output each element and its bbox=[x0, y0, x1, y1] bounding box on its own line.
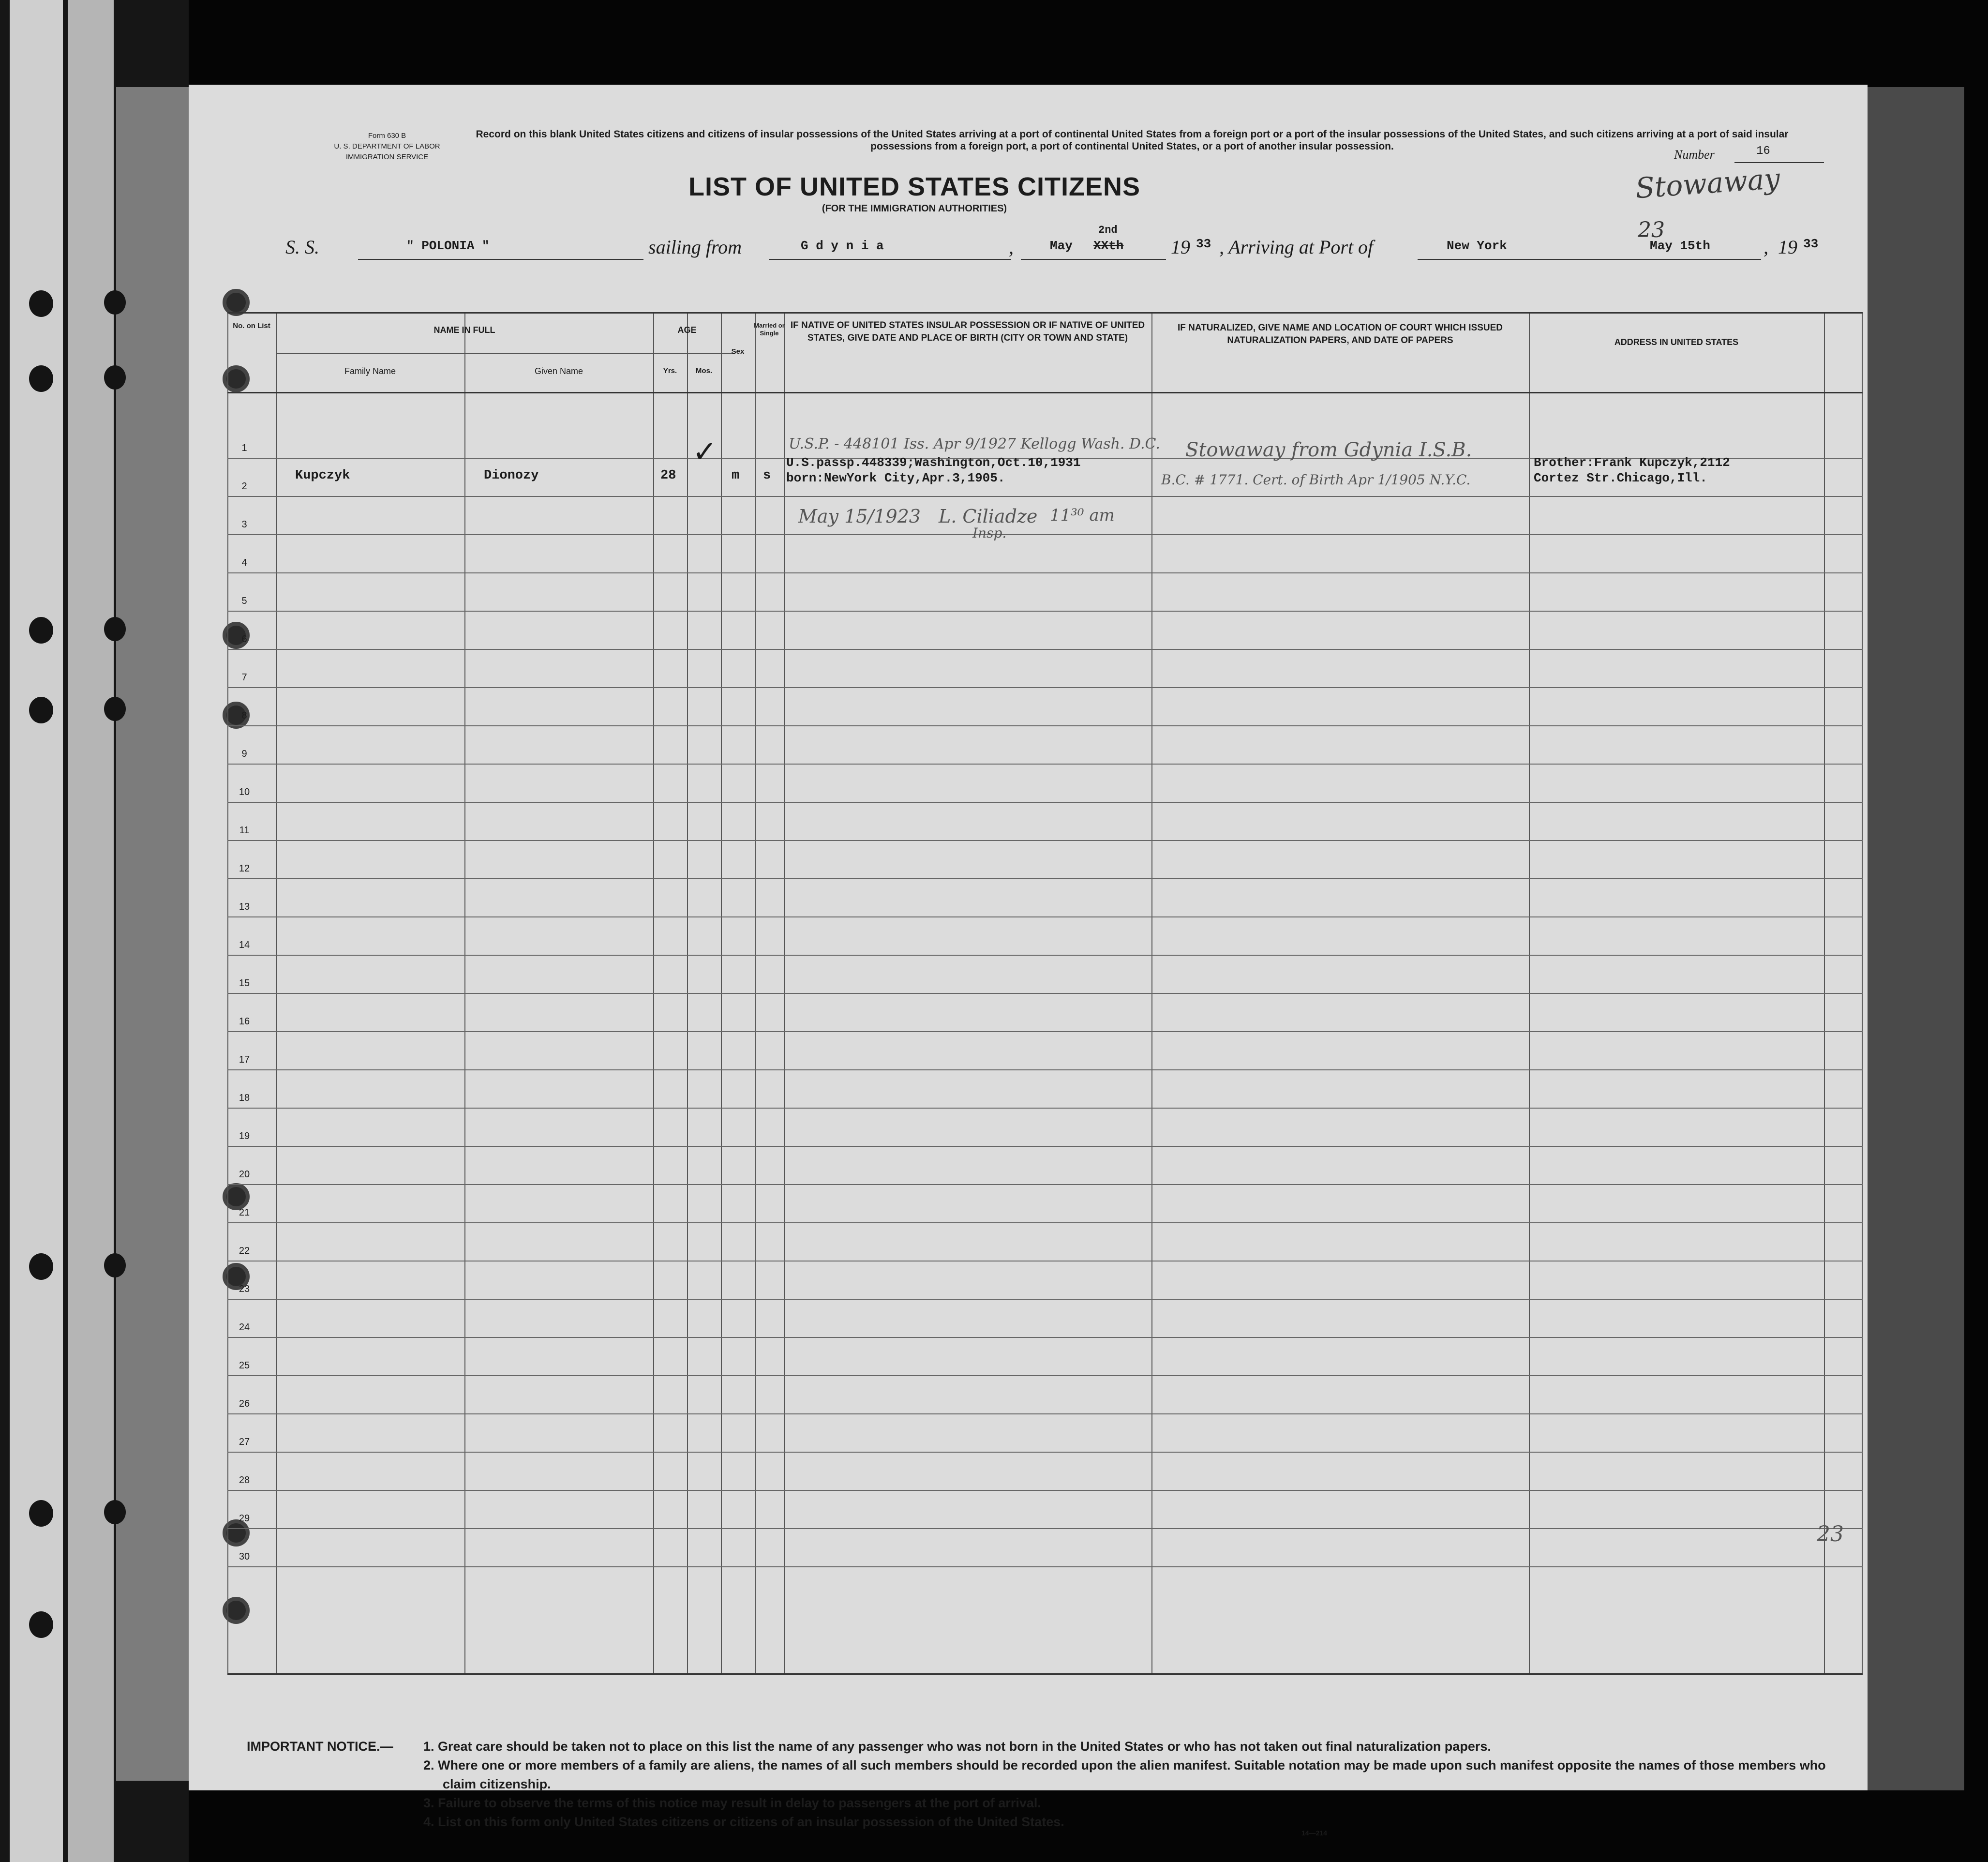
row-number: 3 bbox=[241, 519, 247, 530]
row-line bbox=[227, 649, 1863, 650]
col-given-name: Given Name bbox=[534, 366, 583, 376]
year-prefix-2: 19 bbox=[1778, 236, 1797, 258]
row-number: 21 bbox=[239, 1207, 250, 1218]
page-subtitle: (FOR THE IMMIGRATION AUTHORITIES) bbox=[822, 203, 1007, 214]
binding-strip bbox=[116, 87, 189, 1781]
entry-address-line1: Brother:Frank Kupczyk,2112 bbox=[1534, 455, 1730, 470]
row-number: 9 bbox=[241, 749, 247, 759]
notice-title: IMPORTANT NOTICE.— bbox=[247, 1739, 393, 1754]
row-line bbox=[227, 916, 1863, 917]
comma-sep: , bbox=[1009, 236, 1014, 258]
row-number: 23 bbox=[239, 1284, 250, 1294]
hw-inspection-time: 11³⁰ am bbox=[1050, 506, 1115, 525]
row-line bbox=[227, 1413, 1863, 1414]
handwritten-stowaway-note: Stowaway bbox=[1634, 162, 1781, 205]
row-line bbox=[227, 955, 1863, 956]
hw-naturalized-note-2: B.C. # 1771. Cert. of Birth Apr 1/1905 N.Y.C. bbox=[1161, 472, 1471, 488]
hw-inspection-date: May 15/1923 bbox=[798, 506, 921, 527]
header-bottom-border bbox=[227, 392, 1863, 393]
binder-hole bbox=[104, 365, 126, 390]
col-name-in-full: NAME IN FULL bbox=[433, 325, 495, 335]
sail-date-underline bbox=[1021, 259, 1166, 260]
row-line bbox=[227, 496, 1863, 497]
binder-hole bbox=[29, 1253, 53, 1280]
row-number: 10 bbox=[239, 787, 250, 797]
ship-underline bbox=[358, 259, 643, 260]
sail-day-struck: XXth bbox=[1093, 239, 1124, 253]
voyage-line bbox=[285, 224, 1834, 269]
notice-item: 1. Great care should be taken not to place on this list the name of any passenger who was not born in the United States or who has not taken out final naturalization papers. bbox=[423, 1739, 1491, 1754]
row-number: 24 bbox=[239, 1322, 250, 1333]
col-birth: IF NATIVE OF UNITED STATES INSULAR POSSESSION OR IF NATIVE OF UNITED STATES, GIVE DATE AND PLACE OF BIRTH (CITY OR TOWN AND STATE) bbox=[790, 320, 1145, 343]
sail-year-suffix: 33 bbox=[1196, 237, 1211, 251]
row-line bbox=[227, 993, 1863, 994]
col-age: AGE bbox=[677, 325, 697, 335]
row-line bbox=[227, 1184, 1863, 1185]
hw-insp: Insp. bbox=[972, 525, 1007, 541]
row-line bbox=[227, 1222, 1863, 1223]
binder-hole bbox=[29, 290, 53, 317]
notice-item: 2. Where one or more members of a family are aliens, the names of all such members should be recorded upon the alien manifest. Suitable notation may be made upon such manifest opposite the names of those members who claim citizenship. bbox=[423, 1758, 1826, 1791]
entry-given-name: Dionozy bbox=[484, 468, 539, 483]
entry-birth-line1: U.S.passp.448339;Washington,Oct.10,1931 bbox=[786, 455, 1081, 470]
row-number: 30 bbox=[239, 1551, 250, 1562]
row-number: 5 bbox=[241, 596, 247, 606]
row-number: 19 bbox=[239, 1131, 250, 1141]
row-line bbox=[227, 802, 1863, 803]
row-number: 2 bbox=[241, 481, 247, 492]
row-line bbox=[227, 1031, 1863, 1032]
row-line bbox=[227, 687, 1863, 688]
row-number: 20 bbox=[239, 1169, 250, 1180]
form-number: Form 630 B bbox=[368, 132, 406, 140]
sailing-from-label: sailing from bbox=[648, 236, 742, 258]
col-no-on-list: No. on List bbox=[233, 322, 270, 330]
row-line bbox=[227, 1490, 1863, 1491]
service-name: IMMIGRATION SERVICE bbox=[345, 153, 429, 161]
table-top-border bbox=[227, 312, 1863, 314]
comma-sep-2: , bbox=[1764, 236, 1768, 258]
handwritten-count: 23 bbox=[1638, 218, 1665, 242]
manifest-table bbox=[227, 312, 1863, 1674]
entry-marital: s bbox=[763, 468, 771, 483]
col-naturalized: IF NATURALIZED, GIVE NAME AND LOCATION OF COURT WHICH ISSUED NATURALIZATION PAPERS, AND DATE OF PAPERS bbox=[1177, 323, 1503, 345]
row-number: 18 bbox=[239, 1093, 250, 1103]
port-from: G d y n i a bbox=[801, 239, 884, 253]
adjacent-page-edge-2 bbox=[68, 0, 114, 1862]
binder-hole bbox=[104, 1253, 126, 1277]
row-line bbox=[227, 1146, 1863, 1147]
row-number: 14 bbox=[239, 940, 250, 950]
port-from-underline bbox=[769, 259, 1011, 260]
arrive-year-suffix: 33 bbox=[1803, 237, 1819, 251]
binder-hole bbox=[104, 290, 126, 315]
row-line bbox=[227, 611, 1863, 612]
row-number: 17 bbox=[239, 1054, 250, 1065]
row-number: 15 bbox=[239, 978, 250, 989]
col-married-single: Married or Single bbox=[754, 322, 785, 337]
row-number: 29 bbox=[239, 1513, 250, 1524]
row-line bbox=[227, 840, 1863, 841]
row-line bbox=[227, 1375, 1863, 1376]
row-line bbox=[227, 1452, 1863, 1453]
binder-hole bbox=[29, 1611, 53, 1638]
row-line bbox=[227, 572, 1863, 573]
binder-hole bbox=[29, 365, 53, 392]
hw-naturalized-note: Stowaway from Gdynia I.S.B. bbox=[1185, 439, 1472, 461]
notice-item: 4. List on this form only United States citizens or citizens of an insular possession of the United States. bbox=[423, 1815, 1064, 1829]
row-number: 8 bbox=[241, 710, 247, 721]
port-to-underline bbox=[1418, 259, 1761, 260]
hw-passport-note: U.S.P. - 448101 Iss. Apr 9/1927 Kellogg Wash. D.C. bbox=[789, 435, 1160, 452]
col-sex: Sex bbox=[731, 347, 745, 356]
department-name: U. S. DEPARTMENT OF LABOR bbox=[334, 142, 440, 150]
table-bottom-border bbox=[227, 1673, 1863, 1675]
row-line bbox=[227, 1337, 1863, 1338]
row-line bbox=[227, 1566, 1863, 1567]
binder-hole bbox=[104, 617, 126, 641]
entry-family-name: Kupczyk bbox=[295, 468, 350, 483]
year-prefix: 19 bbox=[1171, 236, 1190, 258]
row-line bbox=[227, 878, 1863, 879]
binder-hole bbox=[29, 1500, 53, 1527]
row-line bbox=[227, 1528, 1863, 1529]
row-line bbox=[227, 725, 1863, 726]
row-number: 28 bbox=[239, 1475, 250, 1486]
row-number: 1 bbox=[241, 443, 247, 453]
port-to: New York bbox=[1447, 239, 1507, 253]
handwritten-bottom-count: 23 bbox=[1817, 1522, 1844, 1547]
col-yrs: Yrs. bbox=[663, 367, 677, 375]
sail-day-corrected: 2nd bbox=[1098, 224, 1118, 236]
row-number: 26 bbox=[239, 1398, 250, 1409]
entry-address-line2: Cortez Str.Chicago,Ill. bbox=[1534, 471, 1707, 485]
row-number: 11 bbox=[239, 825, 250, 836]
row-number: 6 bbox=[241, 634, 247, 645]
row-number: 4 bbox=[241, 557, 247, 568]
binder-hole bbox=[104, 1500, 126, 1524]
entry-sex: m bbox=[732, 468, 740, 483]
row-number: 25 bbox=[239, 1360, 250, 1371]
record-instructions: Record on this blank United States citizens and citizens of insular possessions of the United States arriving at a port of continental United States from a foreign port or a port of the insular possessions of the United States, and such citizens arriving at a port of said insular possessions from a foreign port, a port of continental United States, or a port of another insular possession. bbox=[476, 129, 1789, 152]
row-line bbox=[227, 1069, 1863, 1070]
ship-name: " POLONIA " bbox=[406, 239, 490, 253]
sail-month: May bbox=[1050, 239, 1073, 253]
ss-label: S. S. bbox=[285, 236, 319, 258]
binder-hole bbox=[29, 617, 53, 644]
binder-hole bbox=[104, 697, 126, 721]
row-line bbox=[227, 1299, 1863, 1300]
row-number: 16 bbox=[239, 1016, 250, 1027]
scanner-right-margin bbox=[1868, 87, 1964, 1790]
col-address: ADDRESS IN UNITED STATES bbox=[1614, 337, 1739, 347]
name-header-divider bbox=[276, 353, 735, 354]
entry-mos-check: ✓ bbox=[694, 435, 715, 473]
row-number: 7 bbox=[241, 672, 247, 683]
col-mos: Mos. bbox=[695, 367, 713, 375]
notice-item: 3. Failure to observe the terms of this notice may result in delay to passengers at the port of arrival. bbox=[423, 1796, 1041, 1810]
arrive-date: May 15th bbox=[1650, 239, 1710, 253]
row-line bbox=[227, 764, 1863, 765]
page-title: LIST OF UNITED STATES CITIZENS bbox=[688, 172, 1140, 201]
number-label: Number bbox=[1674, 148, 1715, 162]
row-number: 27 bbox=[239, 1437, 250, 1447]
manifest-page bbox=[189, 85, 1868, 1837]
row-number: 13 bbox=[239, 901, 250, 912]
arriving-label: , Arriving at Port of bbox=[1219, 236, 1374, 258]
col-family-name: Family Name bbox=[344, 366, 396, 376]
adjacent-page-edge bbox=[10, 0, 63, 1862]
number-underline bbox=[1734, 162, 1824, 163]
entry-age-yrs: 28 bbox=[660, 468, 676, 483]
binder-hole bbox=[29, 697, 53, 723]
number-value: 16 bbox=[1756, 145, 1770, 158]
row-number: 12 bbox=[239, 863, 250, 874]
row-line bbox=[227, 534, 1863, 535]
row-line bbox=[227, 1108, 1863, 1109]
entry-birth-line2: born:NewYork City,Apr.3,1905. bbox=[786, 471, 1005, 485]
form-code: 14—214 bbox=[1301, 1829, 1327, 1837]
row-number: 22 bbox=[239, 1246, 250, 1256]
hw-inspector-name: L. Ciliadze bbox=[939, 506, 1038, 527]
notice-items bbox=[423, 1737, 1841, 1832]
